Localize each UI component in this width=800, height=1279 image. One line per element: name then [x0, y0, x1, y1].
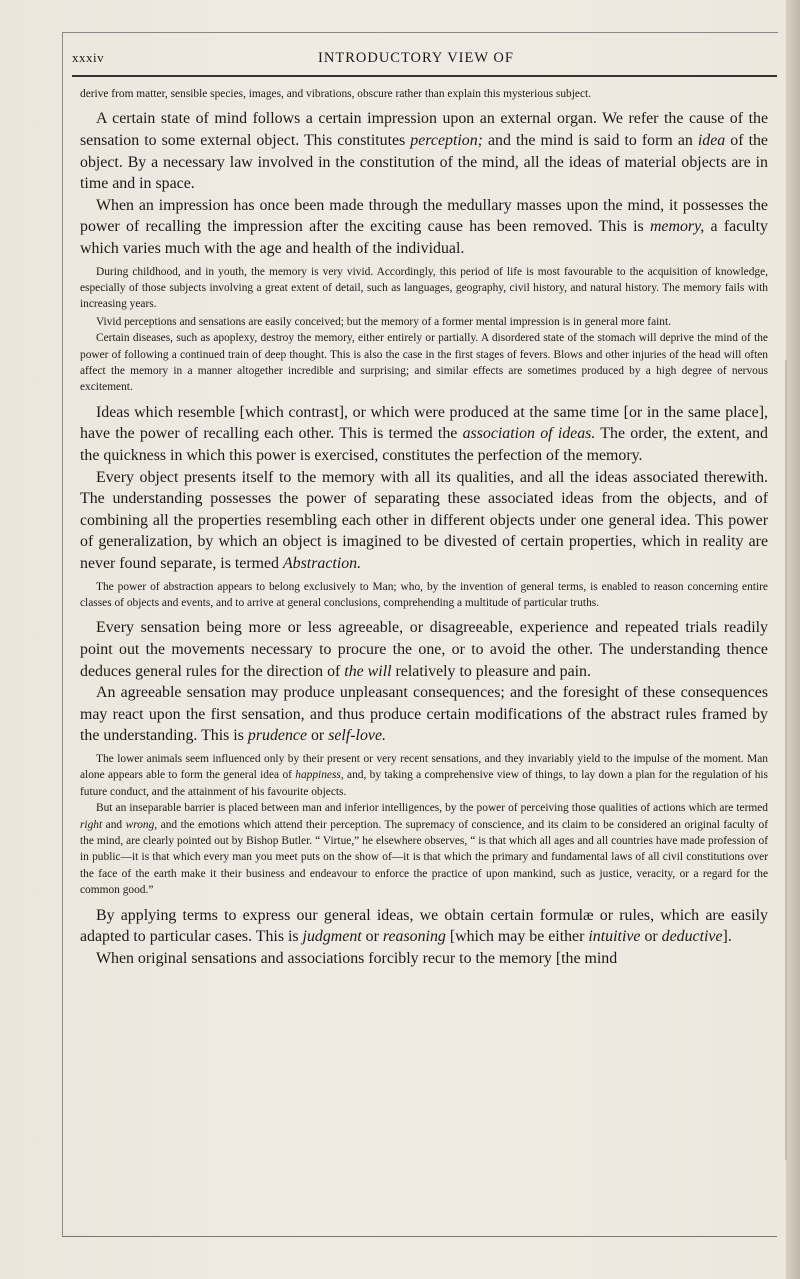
binding-shadow — [785, 360, 787, 1160]
paragraph-large-6 — [80, 402, 768, 467]
italic-term: prudence — [247, 727, 307, 745]
text-run: or — [640, 928, 662, 946]
text-run: The order, the extent, and the quickness in which this power is exercised, constitutes the perfection of the memory. — [80, 425, 768, 464]
text-run: and, by taking a comprehensive view of things, to lay down a plan for the regulation of his future conduct, and the attainment of his favourite objects. — [80, 769, 768, 798]
italic-term: memory, — [649, 218, 705, 236]
paragraph-large-7 — [80, 467, 768, 575]
text-run: and the emotions which attend their perception. The supremacy of conscience, and its claim to be considered an original faculty of the mind, are clearly pointed out by Bishop Butler. “ Virtue,” he elsewhere observes, “ is that which all ages and all countries have made profession of in public—it is that which every man you meet puts on the show of—it is that which the primary and fundamental laws of all civil constitutions over the face of the earth make it their business and endeavour to enforce the practice of upon mankind, such as justice, veracity, or a regard for the common good.” — [80, 818, 768, 897]
paragraph-small-3 — [80, 264, 768, 313]
header-rule — [72, 75, 777, 77]
italic-term: idea — [697, 132, 726, 149]
paragraph-small-5 — [80, 330, 768, 396]
paragraph-large-9 — [80, 617, 768, 682]
text-run: When an impression has once been made through the medullary masses upon the mind, it possesses the power of recalling the impression after the exciting cause has been removed. This is — [80, 196, 768, 236]
page-number: xxxiv — [72, 50, 105, 65]
italic-term: the will — [344, 662, 392, 680]
text-run: The lower animals seem influenced only by their present or very recent sensations, and they invariably yield to the impulse of the moment. Man alone appears able to form the general idea of — [80, 752, 768, 782]
italic-term: self-love. — [328, 727, 386, 745]
italic-term: wrong, — [125, 818, 158, 831]
paragraph-large-10 — [80, 682, 768, 747]
paragraph-large-1 — [80, 108, 768, 194]
text-run: relatively to pleasure and pain. — [391, 662, 591, 680]
paragraph-large-13 — [80, 905, 768, 948]
text-run: or — [361, 928, 383, 946]
paragraph-small-11 — [80, 751, 768, 800]
italic-term: judgment — [302, 928, 362, 946]
text-run: ]. — [722, 928, 732, 946]
italic-term: Abstraction. — [282, 554, 362, 572]
text-run: An agreeable sensation may produce unpleasant consequences; and the foresight of these consequences may react upon the first sensation, and thus produce certain modifications of the abstract rules framed by the understanding. This is — [80, 684, 768, 745]
text-run: Ideas which resemble [which contrast], or which were produced at the same time [or in the same place], have the power of recalling each other. This is termed the — [80, 403, 768, 443]
text-run: Certain diseases, such as apoplexy, destroy the memory, either entirely or partially. A disordered state of the stomach will deprive the mind of the power of following a continued train of deep thought. This is also the case in the first stages of fevers. Blows and other injuries of the head will often affect the memory in a manner altogether incredible and surprising; and similar effects are sometimes produced by a high degree of nervous excitement. — [80, 332, 768, 394]
text-run: and the mind is said to form an — [482, 132, 698, 149]
footer-rule — [62, 1236, 777, 1237]
paragraph-small-0 — [80, 86, 768, 102]
text-run: A certain state of mind follows a certain impression upon an external organ. We refer the cause of the sensation to some external object. This constitutes — [80, 110, 768, 149]
text-run: Every object presents itself to the memory with all its qualities, and all the ideas associated therewith. The understanding possesses the power of separating these associated ideas from the objects, and of combining all the properties resembling each other in different objects under one general idea. This power of generalization, by which an object is imagined to be divested of certain properties, which in reality are never found separate, is termed — [80, 468, 768, 572]
running-title: INTRODUCTORY VIEW OF — [318, 50, 514, 66]
paragraph-small-4 — [80, 314, 768, 330]
italic-term: intuitive — [588, 928, 641, 946]
italic-term: happiness, — [295, 769, 344, 782]
text-run: By applying terms to express our general ideas, we obtain certain formulæ or rules, which are easily adapted to particular cases. This is — [80, 906, 768, 946]
text-run: Every sensation being more or less agreeable, or disagreeable, experience and repeated trials readily point out the movements necessary to procure the one, or to avoid the other. The understanding thence deduces general rules for the direction of — [80, 619, 768, 680]
italic-term: right — [80, 818, 103, 831]
text-run: or — [307, 727, 329, 745]
italic-term: deductive — [661, 928, 723, 946]
paragraph-small-8 — [80, 579, 768, 612]
italic-term: association of ideas. — [462, 425, 596, 443]
text-run: Vivid perceptions and sensations are easily conceived; but the memory of a former mental impression is in general more faint. — [96, 315, 671, 328]
paragraph-small-12 — [80, 800, 768, 898]
running-header — [72, 50, 760, 72]
text-run: [which may be either — [445, 928, 589, 946]
text-run: When original sensations and associations forcibly recur to the memory [the mind — [96, 949, 618, 967]
italic-term: reasoning — [382, 928, 446, 946]
page-edge — [786, 0, 800, 1279]
text-run: and — [102, 818, 126, 831]
text-run: a faculty which varies much with the age and health of the individual. — [80, 218, 768, 257]
paragraph-large-14 — [80, 948, 768, 970]
text-run: derive from matter, sensible species, images, and vibrations, obscure rather than explain this mysterious subject. — [80, 88, 592, 100]
paragraph-large-2 — [80, 195, 768, 260]
text-run: The power of abstraction appears to belong exclusively to Man; who, by the invention of general terms, is enabled to reason concerning entire classes of objects and events, and to arrive at general conclusions, comprehending a multitude of particular truths. — [80, 580, 768, 609]
text-run: During childhood, and in youth, the memory is very vivid. Accordingly, this period of life is most favourable to the acquisition of knowledge, especially of those subjects involving a great extent of detail, such as languages, geography, civil history, and natural history. The memory fails with increasing years. — [80, 265, 768, 311]
text-run: But an inseparable barrier is placed between man and inferior intelligences, by the power of perceiving those qualities of actions which are termed — [96, 802, 768, 815]
text-run: of the object. By a necessary law involved in the constitution of the mind, all the ideas of material objects are in time and in space. — [80, 132, 768, 193]
italic-term: perception; — [410, 132, 483, 149]
page-body — [80, 86, 768, 969]
